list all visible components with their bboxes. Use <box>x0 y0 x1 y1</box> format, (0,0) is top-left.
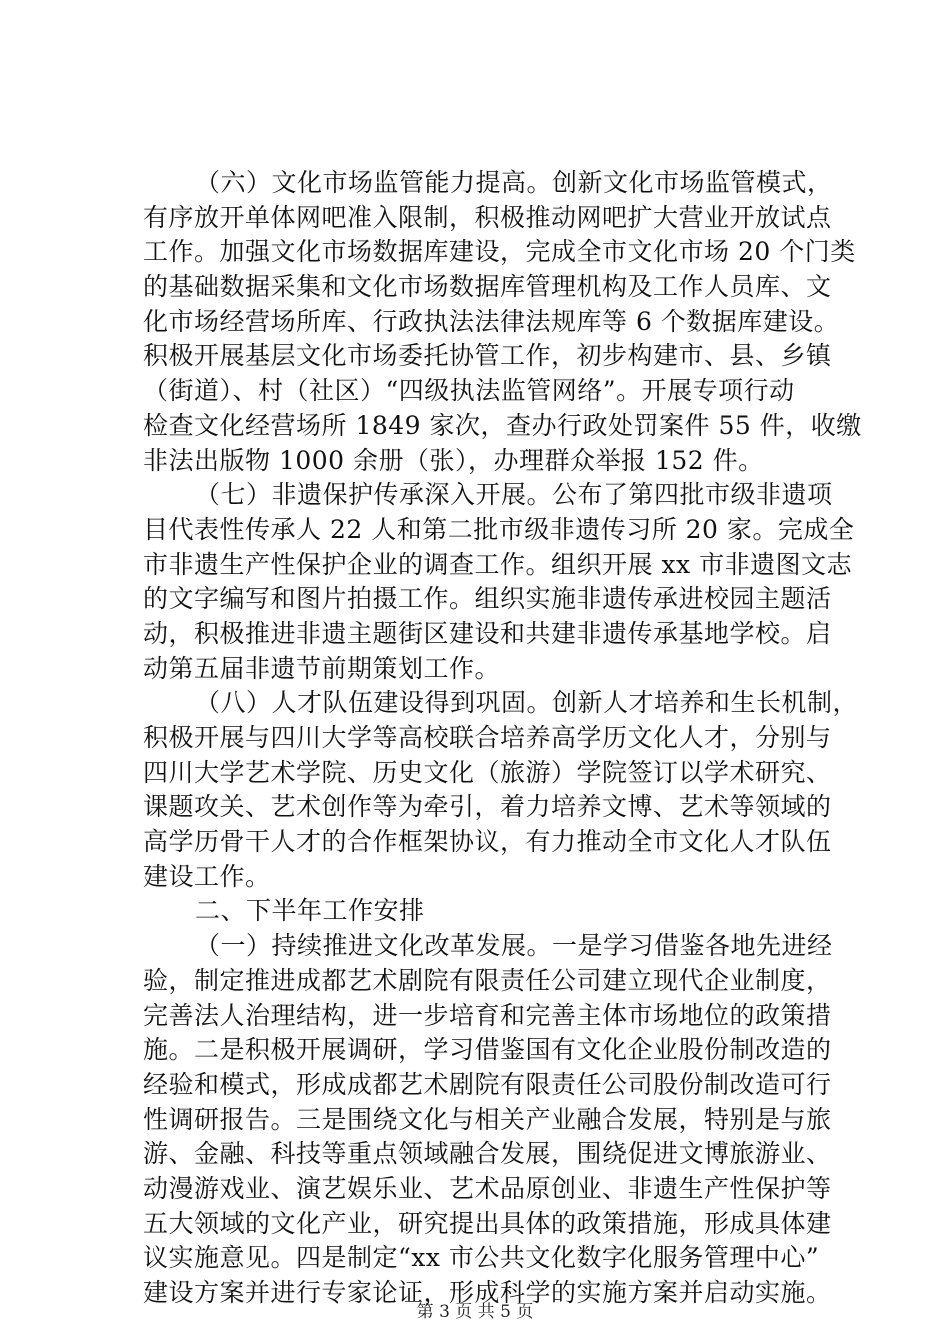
text-line: 二、下半年工作安排 <box>195 896 425 926</box>
text-line: 动，积极推进非遗主题街区建设和共建非遗传承基地学校。启 <box>143 618 832 648</box>
text-line: 化市场经营场所库、行政执法法律法规库等 6 个数据库建设。 <box>143 306 840 336</box>
text-line: 非法出版物 1000 余册（张），办理群众举报 152 件。 <box>143 445 764 475</box>
text-line: 高学历骨干人才的合作框架协议，有力推动全市文化人才队伍 <box>143 827 832 857</box>
text-line: 建设方案并进行专家论证，形成科学的实施方案并启动实施。 <box>143 1278 832 1307</box>
text-line: （街道）、村（社区）“四级执法监管网络”。开展专项行动 <box>143 376 795 406</box>
text-line: 验，制定推进成都艺术剧院有限责任公司建立现代企业制度， <box>143 965 832 995</box>
text-line: 市非遗生产性保护企业的调查工作。组织开展 xx 市非遗图文志 <box>143 549 853 579</box>
text-line: 的文字编写和图片拍摄工作。组织实施非遗传承进校园主题活 <box>143 584 832 614</box>
text-line: （六）文化市场监管能力提高。创新文化市场监管模式， <box>195 168 833 197</box>
text-line: （一）持续推进文化改革发展。一是学习借鉴各地先进经 <box>195 931 833 961</box>
text-line: 积极开展基层文化市场委托协管工作，初步构建市、县、乡镇 <box>143 341 832 371</box>
text-line: 游、金融、科技等重点领域融合发展，围绕促进文博旅游业、 <box>143 1139 832 1169</box>
text-line: （七）非遗保护传承深入开展。公布了第四批市级非遗项 <box>195 480 833 510</box>
text-line: 工作。加强文化市场数据库建设，完成全市文化市场 20 个门类 <box>143 237 856 267</box>
text-line: 目代表性传承人 22 人和第二批市级非遗传习所 20 家。完成全 <box>143 514 855 544</box>
page-footer: 第 3 页 共 5 页 <box>416 1302 534 1322</box>
text-line: 动第五届非遗节前期策划工作。 <box>143 653 501 683</box>
text-line: 性调研报告。三是围绕文化与相关产业融合发展，特别是与旅 <box>143 1104 832 1134</box>
text-line: 检查文化经营场所 1849 家次，查办行政处罚案件 55 件，收缴 <box>143 410 862 440</box>
text-line: 完善法人治理结构，进一步培育和完善主体市场地位的政策措 <box>143 1000 832 1030</box>
text-line: 的基础数据采集和文化市场数据库管理机构及工作人员库、文 <box>143 272 832 302</box>
text-line: 议实施意见。四是制定“xx 市公共文化数字化服务管理中心” <box>143 1243 820 1273</box>
text-line: 动漫游戏业、演艺娱乐业、艺术品原创业、非遗生产性保护等 <box>143 1173 832 1203</box>
text-line: 课题攻关、艺术创作等为牵引，着力培养文博、艺术等领域的 <box>143 792 832 822</box>
text-line: 有序放开单体网吧准入限制，积极推动网吧扩大营业开放试点 <box>143 202 832 232</box>
text-line: （八）人才队伍建设得到巩固。创新人才培养和生长机制， <box>195 688 859 718</box>
text-line: 建设工作。 <box>143 861 271 891</box>
text-line: 施。二是积极开展调研，学习借鉴国有文化企业股份制改造的 <box>143 1035 832 1065</box>
text-line: 积极开展与四川大学等高校联合培养高学历文化人才，分别与 <box>143 723 832 752</box>
document-body <box>143 166 862 1311</box>
text-line: 四川大学艺术学院、历史文化（旅游）学院签订以学术研究、 <box>143 757 832 787</box>
text-line: 经验和模式，形成成都艺术剧院有限责任公司股份制改造可行 <box>143 1069 832 1099</box>
text-line: 五大领域的文化产业，研究提出具体的政策措施，形成具体建 <box>143 1208 832 1238</box>
